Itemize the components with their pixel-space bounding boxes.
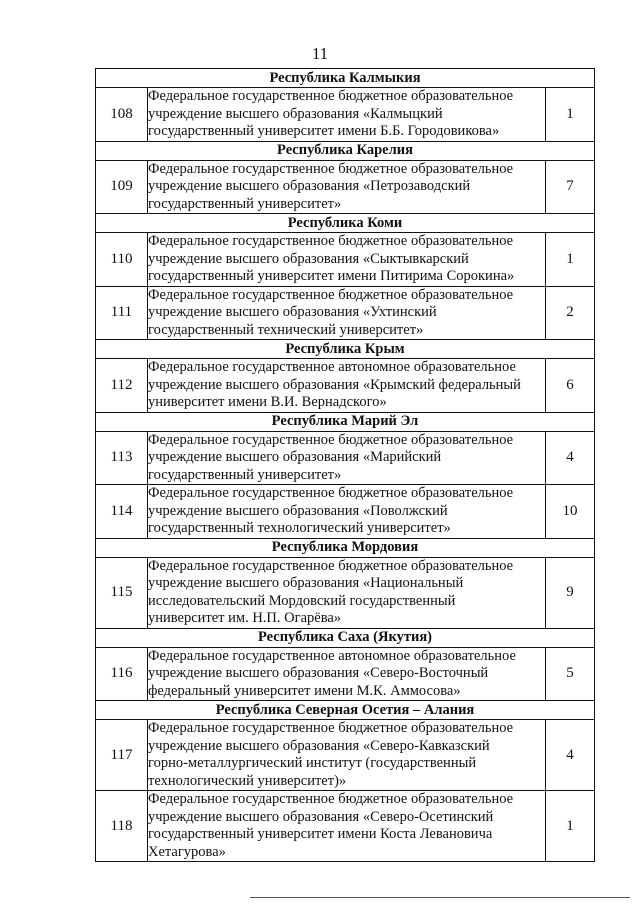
institution-name-line: государственный технический университет» xyxy=(148,321,424,338)
institution-name-line: учреждение высшего образования «Северо-Осетинский xyxy=(148,808,494,825)
row-count: 4 xyxy=(546,431,595,485)
institution-name-line: учреждение высшего образования «Сыктывкарский xyxy=(148,250,469,267)
institution-name xyxy=(148,647,546,701)
institution-name-line: Федеральное государственное бюджетное образовательное xyxy=(148,88,514,104)
row-count: 10 xyxy=(546,485,595,539)
institution-name-line: учреждение высшего образования «Северо-Восточный xyxy=(148,665,489,681)
region-header-row xyxy=(96,69,595,88)
institution-name-line: учреждение высшего образования «Ухтинский xyxy=(148,304,437,320)
region-header-row xyxy=(96,538,595,557)
row-count: 2 xyxy=(546,286,595,340)
institution-name-line: Федеральное государственное бюджетное образовательное xyxy=(148,720,514,736)
institution-name-line: Федеральное государственное бюджетное образовательное xyxy=(148,431,514,448)
region-name: Республика Марий Эл xyxy=(96,412,595,431)
region-name: Республика Северная Осетия – Алания xyxy=(96,701,595,720)
institution-name xyxy=(148,431,546,485)
institution-name xyxy=(148,720,546,791)
region-name: Республика Калмыкия xyxy=(96,69,595,88)
region-name: Республика Мордовия xyxy=(96,538,595,557)
institution-name-line: государственный университет имени Питирима Сорокина» xyxy=(148,268,515,284)
table-row xyxy=(96,286,595,340)
row-count: 7 xyxy=(546,160,595,214)
row-number: 118 xyxy=(96,791,148,862)
row-number: 114 xyxy=(96,485,148,539)
institution-name-line: учреждение высшего образования «Северо-Кавказский xyxy=(148,737,490,754)
row-number: 115 xyxy=(96,557,148,628)
table-row xyxy=(96,557,595,628)
region-name: Республика Саха (Якутия) xyxy=(96,628,595,647)
table-row xyxy=(96,720,595,791)
row-count: 4 xyxy=(546,720,595,791)
institution-name-line: государственный университет» xyxy=(148,195,342,212)
table-row xyxy=(96,233,595,287)
table-row xyxy=(96,791,595,862)
institution-name xyxy=(148,359,546,413)
page-number: 11 xyxy=(311,44,329,63)
institution-name-line: Хетагурова» xyxy=(148,843,226,860)
table-row xyxy=(96,485,595,539)
table-row xyxy=(96,359,595,413)
region-header-row xyxy=(96,141,595,160)
table-row xyxy=(96,160,595,214)
institution-name-line: государственный технологический университет» xyxy=(148,520,451,536)
row-number: 110 xyxy=(96,233,148,287)
table-body xyxy=(96,69,595,862)
region-name: Республика Крым xyxy=(96,340,595,359)
page-bottom-rule xyxy=(250,897,630,898)
institution-name-line: Федеральное государственное бюджетное образовательное xyxy=(148,160,514,177)
institution-name xyxy=(148,557,546,628)
row-count: 9 xyxy=(546,557,595,628)
region-name: Республика Коми xyxy=(96,214,595,233)
institution-name-line: Федеральное государственное бюджетное образовательное xyxy=(148,233,514,249)
institution-name-line: государственный университет имени Б.Б. Городовикова» xyxy=(148,123,500,139)
institution-name-line: университет имени В.И. Вернадского» xyxy=(148,394,387,410)
row-number: 111 xyxy=(96,286,148,340)
row-number: 109 xyxy=(96,160,148,214)
institution-name xyxy=(148,286,546,340)
row-count: 1 xyxy=(546,791,595,862)
institution-name xyxy=(148,485,546,539)
institution-name-line: государственный университет» xyxy=(148,466,342,483)
institution-name-line: Федеральное государственное бюджетное образовательное xyxy=(148,485,514,501)
region-header-row xyxy=(96,701,595,720)
row-number: 113 xyxy=(96,431,148,485)
institution-name-line: учреждение высшего образования «Поволжский xyxy=(148,502,448,519)
institution-name-line: учреждение высшего образования «Петрозаводский xyxy=(148,178,471,194)
table-row xyxy=(96,88,595,142)
row-count: 1 xyxy=(546,88,595,142)
institution-name xyxy=(148,88,546,142)
region-header-row xyxy=(96,412,595,431)
institution-name-line: университет им. Н.П. Огарёва» xyxy=(148,610,342,626)
institution-name-line: учреждение высшего образования «Крымский федеральный xyxy=(148,376,521,393)
institution-name-line: Федеральное государственное бюджетное образовательное xyxy=(148,557,514,574)
table-row xyxy=(96,647,595,701)
institution-name xyxy=(148,791,546,862)
institution-name-line: Федеральное государственное автономное образовательное xyxy=(148,647,516,664)
row-count: 6 xyxy=(546,359,595,413)
institution-name-line: исследовательский Мордовский государственный xyxy=(148,592,456,609)
row-number: 112 xyxy=(96,359,148,413)
institution-name-line: горно-металлургический институт (государственный xyxy=(148,755,477,771)
row-count: 1 xyxy=(546,233,595,287)
institution-name-line: Федеральное государственное бюджетное образовательное xyxy=(148,286,514,303)
row-number: 116 xyxy=(96,647,148,701)
institutions-table xyxy=(95,68,595,862)
institution-name-line: технологический университет)» xyxy=(148,772,347,789)
institution-name xyxy=(148,160,546,214)
institution-name xyxy=(148,233,546,287)
institution-name-line: учреждение высшего образования «Марийский xyxy=(148,449,442,465)
institution-name-line: Федеральное государственное автономное образовательное xyxy=(148,359,516,375)
institution-name-line: учреждение высшего образования «Калмыцкий xyxy=(148,105,443,122)
region-header-row xyxy=(96,628,595,647)
institution-name-line: государственный университет имени Коста Левановича xyxy=(148,826,493,842)
row-number: 117 xyxy=(96,720,148,791)
region-header-row xyxy=(96,214,595,233)
region-name: Республика Карелия xyxy=(96,141,595,160)
table-row xyxy=(96,431,595,485)
region-header-row xyxy=(96,340,595,359)
institution-name-line: Федеральное государственное бюджетное образовательное xyxy=(148,791,514,807)
row-count: 5 xyxy=(546,647,595,701)
institution-name-line: федеральный университет имени М.К. Аммосова» xyxy=(148,682,461,699)
row-number: 108 xyxy=(96,88,148,142)
institution-name-line: учреждение высшего образования «Национальный xyxy=(148,575,464,591)
